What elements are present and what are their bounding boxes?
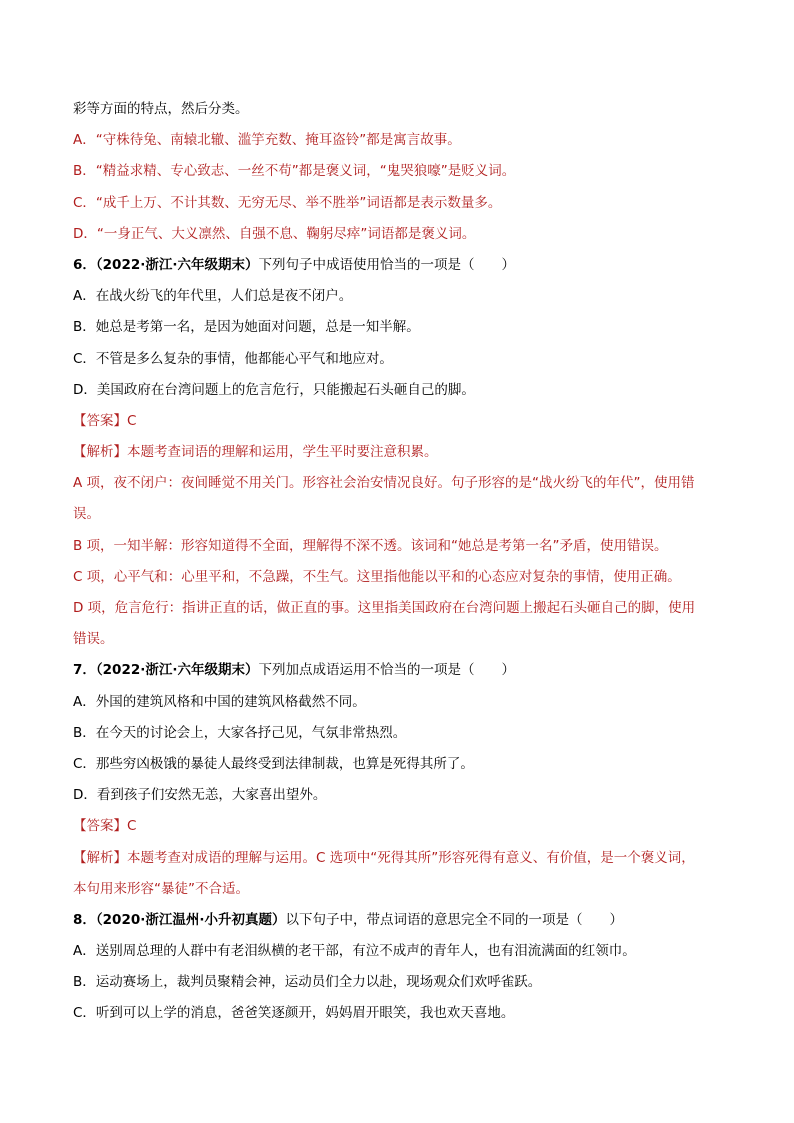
q7-analysis-line1 bbox=[73, 843, 733, 874]
document-content bbox=[73, 94, 733, 1030]
q6-source: （2022·浙江·六年级期末） bbox=[95, 256, 259, 273]
q6-explanation-a-line2: 误。 bbox=[73, 506, 100, 523]
q7-option-c: C．那些穷凶极饿的暴徒人最终受到法律制裁，也算是死得其所了。 bbox=[73, 755, 474, 772]
q8-heading bbox=[73, 905, 733, 936]
q6-stem: 下列句子中成语使用恰当的一项是（ ） bbox=[258, 256, 515, 273]
q6-explanation-c: C 项，心平气和：心里平和，不急躁，不生气。这里指他能以平和的心态应对复杂的事情，使用正确。 bbox=[73, 568, 681, 585]
q6-option-c: C．不管是多么复杂的事情，他都能心平气和地应对。 bbox=[73, 350, 393, 367]
q6-option-d: D．美国政府在台湾问题上的危言危行，只能搬起石头砸自己的脚。 bbox=[73, 381, 475, 398]
q8-number: 8． bbox=[73, 911, 96, 928]
q7-stem: 下列加点成语运用不恰当的一项是（ ） bbox=[258, 662, 515, 679]
q6-answer: 【答案】C bbox=[73, 412, 137, 429]
q6-explanation-b: B 项，一知半解：形容知道得不全面，理解得不深不透。该词和“她总是考第一名”矛盾，使用错误。 bbox=[73, 537, 668, 554]
q8-option-b: B．运动赛场上，裁判员聚精会神，运动员们全力以赴，现场观众们欢呼雀跃。 bbox=[73, 974, 542, 991]
q7-analysis-label: 【解析】 bbox=[73, 849, 127, 866]
q5-option-b: B．“精益求精、专心致志、一丝不苟”都是褒义词，“鬼哭狼嚎”是贬义词。 bbox=[73, 163, 516, 180]
q7-answer: 【答案】C bbox=[73, 818, 137, 835]
q5-intro-tail: 彩等方面的特点，然后分类。 bbox=[73, 101, 249, 117]
q5-option-d: D．“一身正气、大义凛然、自强不息、鞠躬尽瘁”词语都是褒义词。 bbox=[73, 225, 476, 242]
q5-option-c: C．“成千上万、不计其数、无穷无尽、举不胜举”词语都是表示数量多。 bbox=[73, 194, 502, 211]
q6-option-b: B．她总是考第一名，是因为她面对问题，总是一知半解。 bbox=[73, 319, 420, 336]
q8-stem: 以下句子中，带点词语的意思完全不同的一项是（ ） bbox=[285, 911, 623, 928]
q6-heading bbox=[73, 250, 733, 281]
q6-option-a: A．在战火纷飞的年代里，人们总是夜不闭户。 bbox=[73, 288, 353, 305]
q8-option-a: A．送别周总理的人群中有老泪纵横的老干部，有泣不成声的青年人，也有泪流满面的红领巾。 bbox=[73, 943, 636, 960]
q6-explanation-d-line2: 错误。 bbox=[73, 631, 114, 648]
q6-analysis bbox=[73, 437, 733, 468]
q7-option-b: B．在今天的讨论会上，大家各抒己见，气氛非常热烈。 bbox=[73, 724, 407, 741]
q7-option-d: D．看到孩子们安然无恙，大家喜出望外。 bbox=[73, 787, 327, 804]
q7-analysis-line2: 本句用来形容“暴徒”不合适。 bbox=[73, 880, 249, 897]
q7-number: 7． bbox=[73, 662, 96, 679]
q6-analysis-text: 本题考查词语的理解和运用，学生平时要注意积累。 bbox=[127, 444, 438, 461]
q8-source: （2020·浙江温州·小升初真题） bbox=[95, 911, 286, 928]
q7-source: （2022·浙江·六年级期末） bbox=[95, 662, 259, 679]
q6-explanation-d-line1: D 项，危言危行：指讲正直的话，做正直的事。这里指美国政府在台湾问题上搬起石头砸自己的脚，使用 bbox=[73, 600, 696, 616]
q6-analysis-label: 【解析】 bbox=[73, 444, 127, 461]
q8-option-c: C．听到可以上学的消息，爸爸笑逐颜开，妈妈眉开眼笑，我也欢天喜地。 bbox=[73, 1005, 515, 1022]
q5-option-a: A．“守株待兔、南辕北辙、滥竽充数、掩耳盗铃”都是寓言故事。 bbox=[73, 132, 461, 149]
q7-option-a: A．外国的建筑风格和中国的建筑风格截然不同。 bbox=[73, 693, 366, 710]
q7-analysis-text: 本题考查对成语的理解与运用。C 选项中“死得其所”形容死得有意义、有价值，是一个褒义词， bbox=[127, 849, 695, 866]
q6-explanation-a-line1: A 项，夜不闭户：夜间睡觉不用关门。形容社会治安情况良好。句子形容的是“战火纷飞的年代”，使用错 bbox=[73, 475, 695, 492]
q6-number: 6． bbox=[73, 256, 96, 273]
q7-heading bbox=[73, 655, 733, 686]
